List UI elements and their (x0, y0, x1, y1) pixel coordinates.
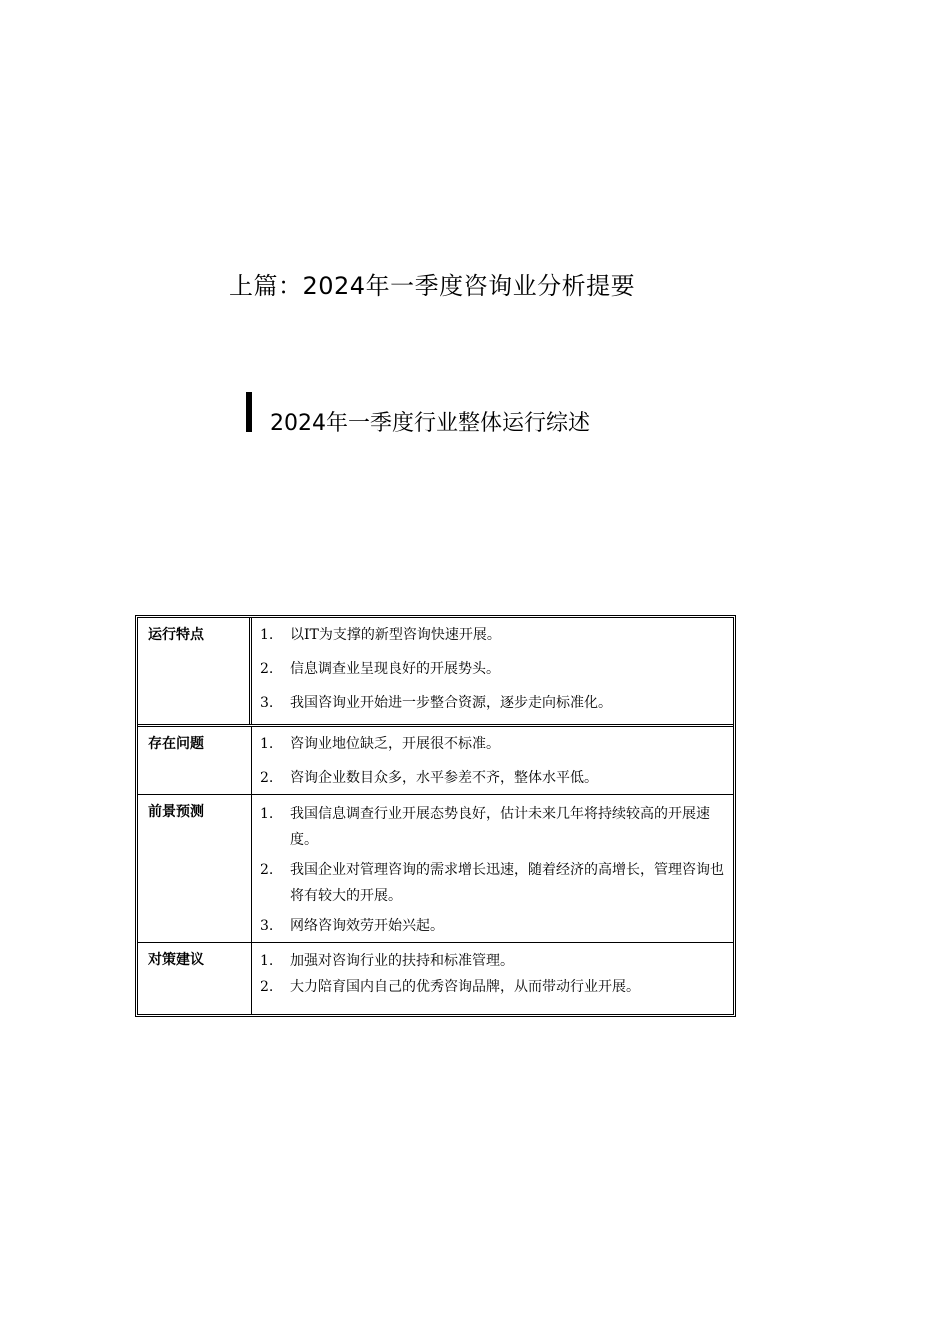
row-items (252, 943, 733, 1014)
table-row-recommendations (138, 942, 733, 1014)
row-label: 前景预测 (138, 795, 252, 942)
list-item (260, 733, 725, 755)
item-text: 我国咨询业开始进一步整合资源，逐步走向标准化。 (290, 695, 612, 711)
row-items (252, 727, 733, 794)
item-number: 1. (260, 627, 274, 643)
list-item (260, 658, 725, 680)
item-number: 2. (260, 770, 274, 786)
item-number: 1. (260, 806, 274, 822)
item-text: 加强对咨询行业的扶持和标准管理。 (290, 953, 514, 969)
section-heading (246, 392, 590, 436)
item-number: 1. (260, 953, 274, 969)
item-number: 3. (260, 918, 274, 934)
item-text: 我国信息调查行业开展态势良好，估计未来几年将持续较高的开展速度。 (290, 806, 710, 848)
item-text: 咨询业地位缺乏，开展很不标准。 (290, 736, 500, 752)
list-item (260, 801, 725, 853)
row-items (252, 795, 733, 942)
item-number: 2. (260, 979, 274, 995)
row-items (252, 618, 733, 724)
table-row-operating-features (138, 618, 733, 724)
list-item (260, 767, 725, 789)
list-item (260, 692, 725, 714)
section-heading-text: 2024年一季度行业整体运行综述 (270, 410, 590, 436)
list-item (260, 857, 725, 909)
item-text: 大力陪育国内自己的优秀咨询品牌，从而带动行业开展。 (290, 979, 640, 995)
row-label: 运行特点 (138, 618, 252, 724)
list-item (260, 624, 725, 646)
item-text: 网络咨询效劳开始兴起。 (290, 918, 444, 934)
table-row-outlook (138, 794, 733, 942)
item-number: 3. (260, 695, 274, 711)
list-item (260, 975, 725, 999)
item-text: 我国企业对管理咨询的需求增长迅速，随着经济的高增长，管理咨询也将有较大的开展。 (290, 862, 724, 904)
item-text: 信息调查业呈现良好的开展势头。 (290, 661, 500, 677)
row-label: 对策建议 (138, 943, 252, 1014)
row-label: 存在问题 (138, 727, 252, 794)
item-text: 以IT为支撑的新型咨询快速开展。 (290, 627, 501, 643)
item-number: 1. (260, 736, 274, 752)
list-item (260, 949, 725, 973)
list-item (260, 913, 725, 939)
item-number: 2. (260, 661, 274, 677)
item-text: 咨询企业数目众多，水平参差不齐，整体水平低。 (290, 770, 598, 786)
page-title: 上篇：2024年一季度咨询业分析提要 (229, 272, 636, 300)
table-row-existing-problems (138, 724, 733, 794)
item-number: 2. (260, 862, 274, 878)
summary-table (135, 615, 736, 1017)
heading-bar (246, 392, 252, 432)
